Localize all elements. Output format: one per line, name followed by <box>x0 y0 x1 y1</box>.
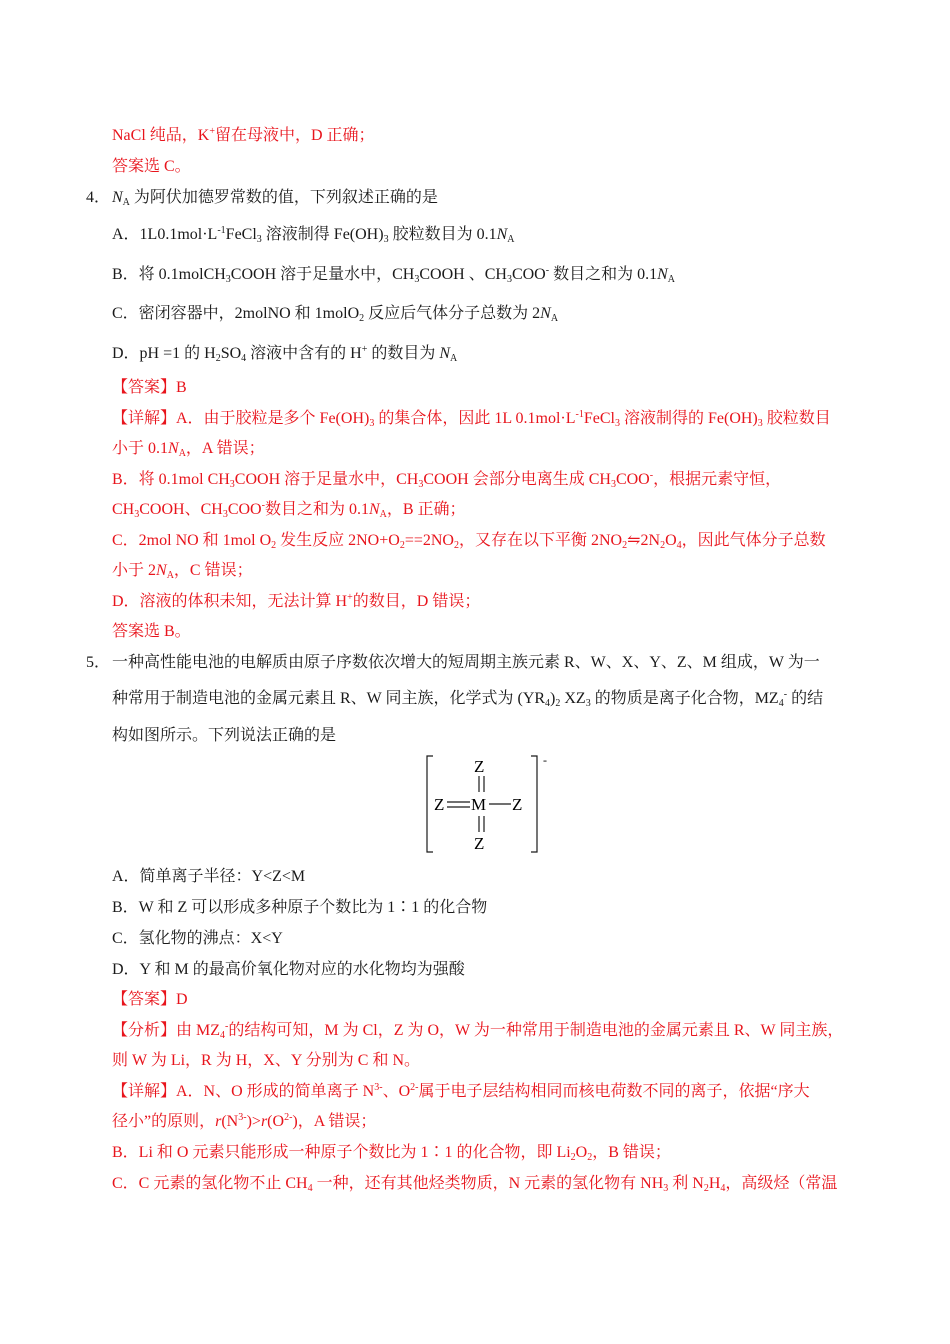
right-bracket <box>531 756 537 852</box>
text-line: 答案选 C。 <box>112 158 191 175</box>
analysis-line: 【分析】由 $MZ_4^-$的结构可知，M 为 Cl，Z 为 O，W 为一种常用于制造电池的金属元素且 R、W 同主族， <box>112 1021 844 1041</box>
explanation-line: 小于 $2N_A$，C 错误； <box>112 562 253 581</box>
option-d: D．pH =1 的 $H_2SO_4$ 溶液中含有的 H+ 的数目为 $N_A$ <box>112 344 458 364</box>
question-stem: $N_A$ 为阿伏加德罗常数的值，下列叙述正确的是 <box>112 189 438 208</box>
explanation-line: 小于 $0.1N_A$，A 错误； <box>112 440 265 459</box>
explanation-line: 径小”的原则，$r(N^{3-})>r(O^{2-})$，A 错误； <box>112 1112 377 1130</box>
option-c: C．氢化物的沸点：X<Y <box>112 930 283 947</box>
option-d: D．Y 和 M 的最高价氧化物对应的水化物均为强酸 <box>112 961 465 978</box>
question-number: 4． <box>86 189 111 206</box>
explanation-line: B．Li 和 O 元素只能形成一种原子个数比为 1∶1 的化合物，即 $Li_2O_2$，B 错误； <box>112 1144 671 1163</box>
answer: 【答案】D <box>112 991 188 1008</box>
explanation-line: D．溶液的体积未知，无法计算 H+的数目，D 错误； <box>112 592 481 610</box>
option-a: A．$1L0.1mol\cdot L^{-1}FeCl_3$ 溶液制得 $Fe(OH)_3$ 胶粒数目为 $0.1N_A$ <box>112 225 515 245</box>
explanation-line: B．将 0.1mol $CH_3COOH$ 溶于足量水中，$CH_3COOH$ 会部分电离生成 $CH_3COO^-$，根据元素守恒， <box>112 470 782 490</box>
question-stem: 构如图所示。下列说法正确的是 <box>112 727 337 744</box>
explanation-line: C．C 元素的氢化物不止 $CH_4$ 一种，还有其他烃类物质，N 元素的氢化物有 $NH_3$ 利 $N_2H_4$，高级烃（常温 <box>112 1175 838 1194</box>
charge-label: - <box>543 754 547 767</box>
question-stem: 种常用于制造电池的金属元素且 R、W 同主族，化学式为 $(YR_4)_2$ $XZ_3$ 的物质是离子化合物，$MZ_4^-$ 的结 <box>112 689 824 709</box>
option-b: B．W 和 Z 可以形成多种原子个数比为 1∶1 的化合物 <box>112 899 488 916</box>
atom-left: Z <box>434 795 445 814</box>
explanation-line: C．2mol NO 和 1mol $O_2$ 发生反应 $2NO+O_2==2NO_2$，又存在以下平衡 $2NO_2⇋2N_2O_4$，因此气体分子总数 <box>112 532 826 551</box>
option-c: C．密闭容器中，2molNO 和 1molO$_2$ 反应后气体分子总数为 $2N_A$ <box>112 305 559 324</box>
left-bracket <box>427 756 433 852</box>
atom-center: M <box>471 795 487 814</box>
explanation-line: 答案选 B。 <box>112 623 191 640</box>
atom-bottom: Z <box>474 834 485 853</box>
question-number: 5． <box>86 654 111 671</box>
explanation-line: 【详解】A．由于胶粒是多个 $Fe(OH)_3$ 的集合体，因此 1L $0.1mol\cdot L^{-1}FeCl_3$ 溶液制得的 $Fe(OH)_3$ 胶粒数目 <box>112 409 831 429</box>
atom-right: Z <box>512 795 523 814</box>
mz4-structure-diagram <box>425 754 555 854</box>
option-b: B．将 0.1molCH$_3$COOH 溶于足量水中，$CH_3COOH$ 、$CH_3COO^-$ 数目之和为 $0.1N_A$ <box>112 265 675 285</box>
option-a: A．简单离子半径：Y<Z<M <box>112 868 306 885</box>
answer: 【答案】B <box>112 379 187 396</box>
analysis-line: 则 W 为 Li，R 为 H，X、Y 分别为 C 和 N。 <box>112 1052 421 1069</box>
explanation-line: 【详解】A．N、O 形成的简单离子 $N^{3-}$、$O^{2-}$属于电子层结构相同而核电荷数不同的离子，依据“序大 <box>112 1082 810 1100</box>
atom-top: Z <box>474 757 485 776</box>
question-stem: 一种高性能电池的电解质由原子序数依次增大的短周期主族元素 R、W、X、Y、Z、M 组成，W 为一 <box>112 654 820 671</box>
text-line: NaCl 纯品，K+留在母液中，D 正确； <box>112 126 375 144</box>
explanation-line: $CH_3COOH$、$CH_3COO^-$数目之和为 $0.1N_A$，B 正确； <box>112 500 466 520</box>
